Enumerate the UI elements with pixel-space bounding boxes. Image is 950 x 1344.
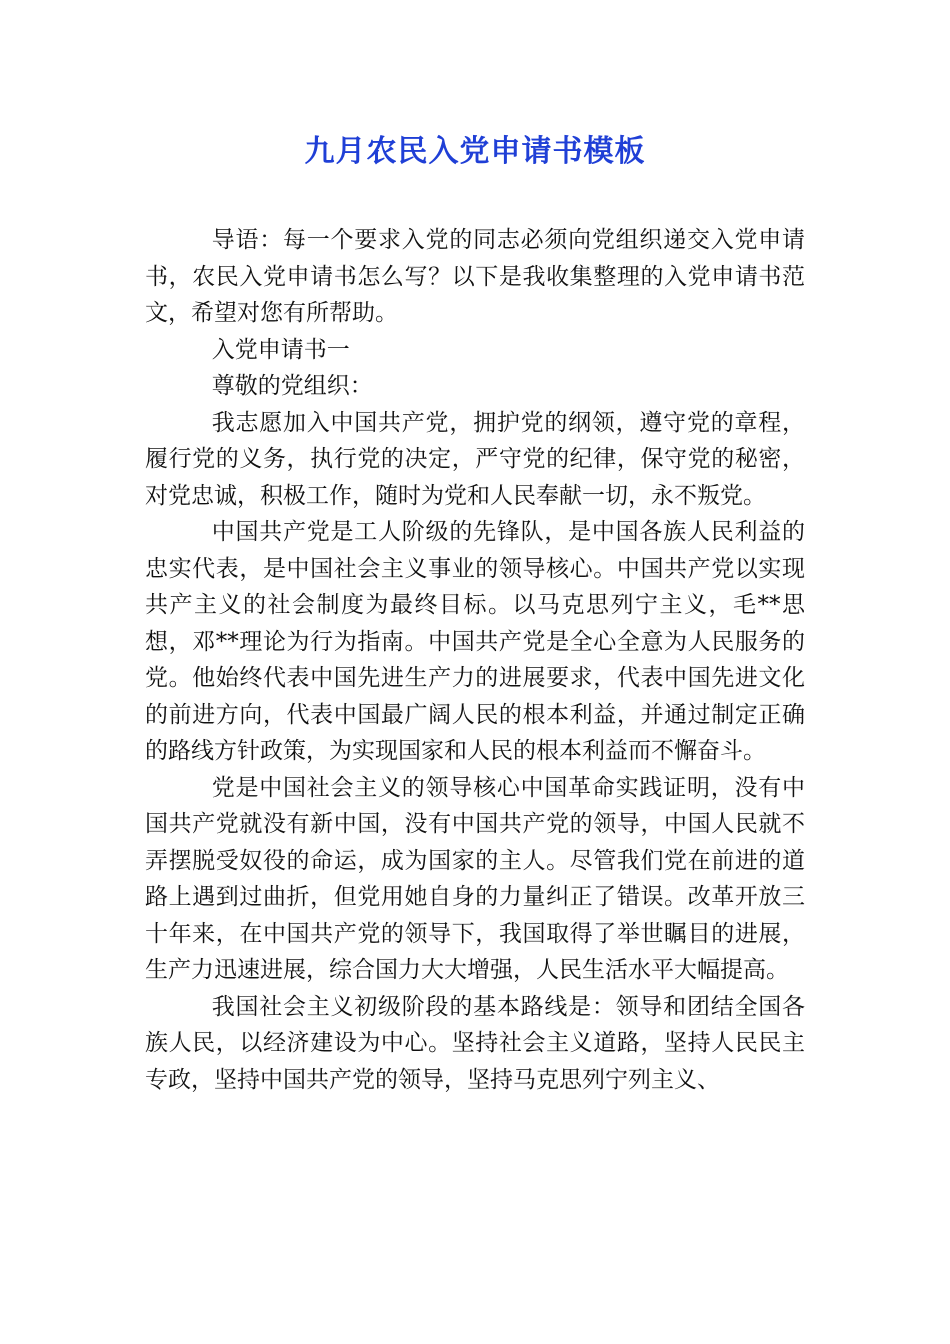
document-body [145,222,805,1098]
paragraph-salutation: 尊敬的党组织： [211,373,373,399]
paragraph: 党是中国社会主义的领导核心中国革命实践证明，没有中国共产党就没有新中国，没有中国共产党的领导，中国人民就不弄摆脱受奴役的命运，成为国家的主人。尽管我们党在前进的道路上遇到过曲折，但党用她自身的力量纠正了错误。改革开放三十年来，在中国共产党的领导下，我国取得了举世瞩目的进展，生产力迅速进展，综合国力大大增强，人民生活水平大幅提高。 [145,774,805,983]
document-title: 九月农民入党申请书模板 [304,134,646,169]
paragraph: 我志愿加入中国共产党，拥护党的纲领，遵守党的章程，履行党的义务，执行党的决定，严守党的纪律，保守党的秘密，对党忠诚，积极工作，随时为党和人民奉献一切，永不叛党。 [145,409,805,509]
paragraph: 我国社会主义初级阶段的基本路线是：领导和团结全国各族人民，以经济建设为中心。坚持社会主义道路，坚持人民民主专政，坚持中国共产党的领导，坚持马克思列宁列主义、 [145,993,805,1093]
paragraph: 中国共产党是工人阶级的先锋队，是中国各族人民利益的忠实代表，是中国社会主义事业的领导核心。中国共产党以实现共产主义的社会制度为最终目标。以马克思列宁主义，毛**思想，邓**理论为行为指南。中国共产党是全心全意为人民服务的党。他始终代表中国先进生产力的进展要求，代表中国先进文化的前进方向，代表中国最广阔人民的根本利益，并通过制定正确的路线方针政策，为实现国家和人民的根本利益而不懈奋斗。 [145,519,805,764]
paragraph-intro: 导语：每一个要求入党的同志必须向党组织递交入党申请书，农民入党申请书怎么写？以下是我收集整理的入党申请书范文，希望对您有所帮助。 [145,227,805,326]
paragraph-heading: 入党申请书一 [211,336,350,363]
